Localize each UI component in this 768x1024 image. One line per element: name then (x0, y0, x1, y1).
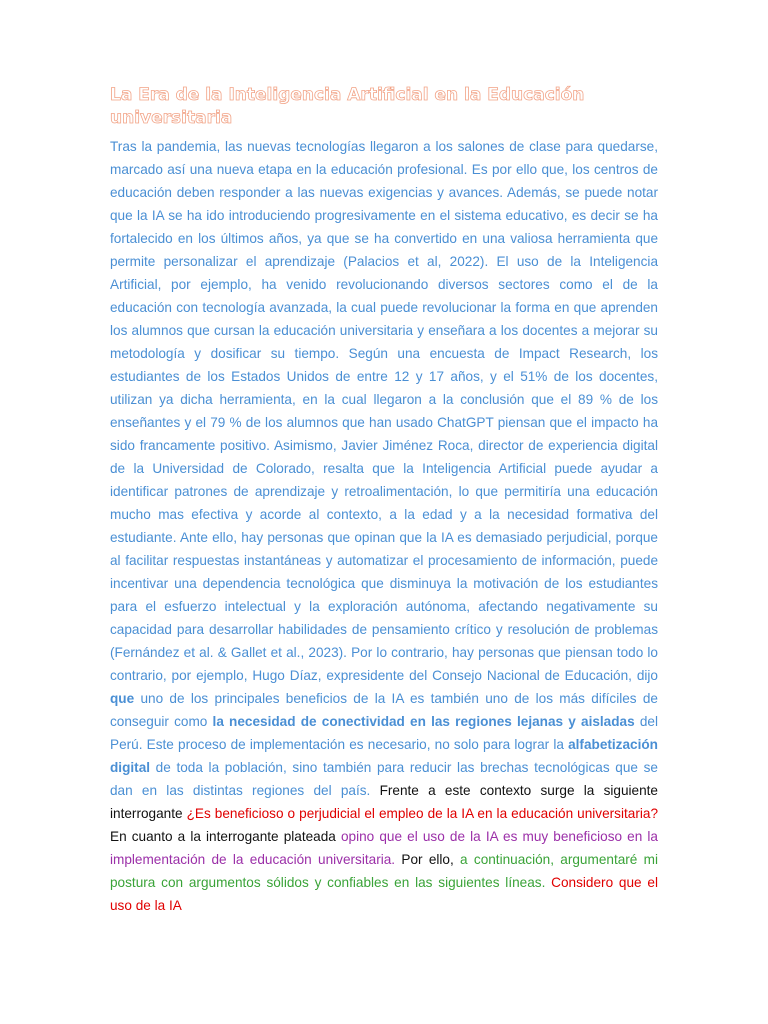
paragraph-benefit: uno de los principales beneficios de la IA es también uno de los más difíciles de conseguir como (110, 691, 658, 729)
bold-digital-literacy: alfabetización digital (110, 737, 658, 775)
bold-connectivity: la necesidad de conectividad en las regiones lejanas y aisladas (212, 714, 635, 729)
paragraph-gaps: de toda la población, sino también para reducir las brechas tecnológicas que se dan en las distintas regiones del país. (110, 760, 658, 798)
thesis-statement: opino que el uso de la IA es muy beneficioso en la implementación de la educación universitaria. (110, 829, 658, 867)
paragraph-intro: Tras la pandemia, las nuevas tecnologías llegaron a los salones de clase para quedarse, marcado así una nueva etapa en la educación profesional. Es por ello que, los centros de educación deben responder a las nuevas exigencias y avances. Además, se puede notar que la IA se ha ido introduciendo progresivamente en el sistema educativo, es decir se ha fortalecido en los últimos años, ya que se ha convertido en una valiosa herramienta que permite personalizar el aprendizaje (Palacios et al, 2022). El uso de la Inteligencia Artificial, por ejemplo, ha venido revolucionando diversos sectores como el de la educación con tecnología avanzada, la cual puede revolucionar la forma en que aprenden los alumnos que cursan la educación universitaria y enseñara a los docentes a mejorar su metodología y dosificar su tiempo. Según una encuesta de Impact Research, los estudiantes de los Estados Unidos de entre 12 y 17 años, y el 51% de los docentes, utilizan ya dicha herramienta, en la cual llegaron a la conclusión que el 89 % de los enseñantes y el 79 % de los alumnos que han usado ChatGPT piensan que el impacto ha sido francamente positivo. Asimismo, Javier Jiménez Roca, director de experiencia digital de la Universidad de Colorado, resalta que la Inteligencia Artificial puede ayudar a identificar patrones de aprendizaje y retroalimentación, lo que permitiría una educación mucho mas efectiva y acorde al contexto, a la edad y a la necesidad formativa del estudiante. Ante ello, hay personas que opinan que la IA es demasiado perjudicial, porque al facilitar respuestas instantáneas y automatizar el procesamiento de información, puede incentivar una dependencia tecnológica que disminuya la motivación de los estudiantes para el esfuerzo intelectual y la exploración autónoma, afectando negativamente su capacidad para desarrollar habilidades de pensamiento crítico y resolución de problemas (Fernández et al. & Gallet et al., 2023). Por lo contrario, hay personas que piensan todo lo contrario, por ejemplo, Hugo Díaz, expresidente del Consejo Nacional de Educación, dijo (110, 139, 658, 683)
question-lead: En cuanto a la interrogante plateada (110, 829, 341, 844)
context-sentence: Frente a este contexto surge la siguiente interrogante (110, 783, 658, 821)
bold-que: que (110, 691, 135, 706)
document-title: La Era de la Inteligencia Artificial en la Educación universitaria (110, 85, 585, 128)
transition-phrase: Por ello, (395, 852, 461, 867)
paragraph-peru: del Perú. Este proceso de implementación es necesario, no solo para lograr la (110, 714, 658, 752)
argument-preview: a continuación, argumentaré mi postura con argumentos sólidos y confiables en las siguientes líneas. (110, 852, 658, 890)
research-question: ¿Es beneficioso o perjudicial el empleo de la IA en la educación universitaria? (186, 806, 658, 821)
body-paragraph (110, 135, 658, 917)
closing-fragment: Considero que el uso de la IA (110, 875, 658, 913)
